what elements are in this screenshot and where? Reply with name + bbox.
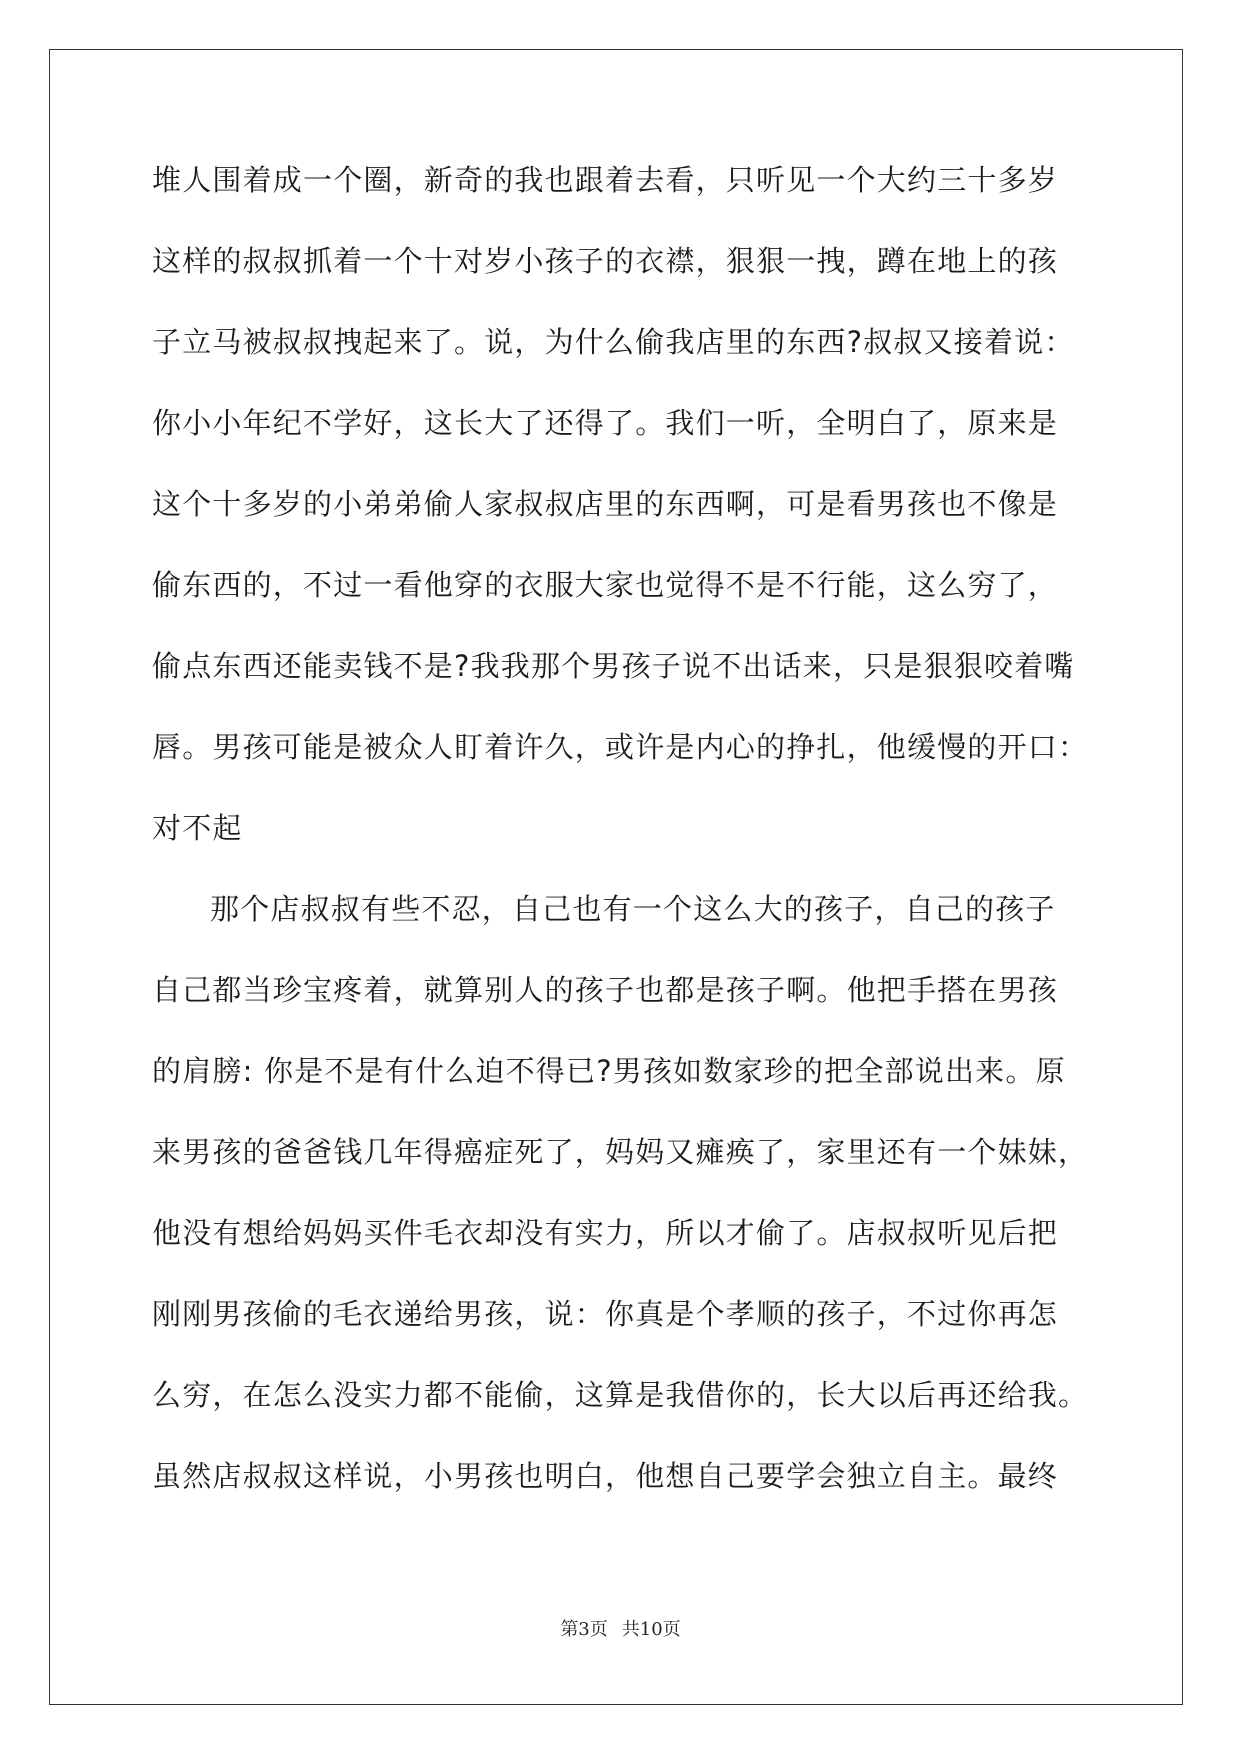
paragraph-start-line: 那个店叔叔有些不忍，自己也有一个这么大的孩子，自己的孩子: [210, 892, 1056, 926]
text-line: 么穷，在怎么没实力都不能偷，这算是我借你的，长大以后再还给我。: [152, 1378, 1089, 1412]
document-body: [152, 162, 1092, 1539]
text-line: 对不起: [152, 811, 243, 845]
text-line: 来男孩的爸爸钱几年得癌症死了，妈妈又瘫痪了，家里还有一个妹妹，: [152, 1135, 1089, 1169]
text-line: 他没有想给妈妈买件毛衣却没有实力，所以才偷了。店叔叔听见后把: [152, 1216, 1059, 1250]
text-line: 刚刚男孩偷的毛衣递给男孩，说：你真是个孝顺的孩子，不过你再怎: [152, 1297, 1059, 1331]
text-line: 子立马被叔叔拽起来了。说，为什么偷我店里的东西?叔叔又接着说：: [152, 325, 1075, 359]
page-footer: [0, 1615, 1241, 1641]
text-line: 偷东西的，不过一看他穿的衣服大家也觉得不是不行能，这么穷了，: [152, 568, 1059, 602]
text-line: 你小小年纪不学好，这长大了还得了。我们一听，全明白了，原来是: [152, 406, 1059, 440]
page-number-total: 共10页: [621, 1619, 681, 1640]
text-line: 堆人围着成一个圈，新奇的我也跟着去看，只听见一个大约三十多岁: [152, 163, 1059, 197]
text-line: 虽然店叔叔这样说，小男孩也明白，他想自己要学会独立自主。最终: [152, 1459, 1059, 1493]
text-line: 这样的叔叔抓着一个十对岁小孩子的衣襟，狠狠一拽，蹲在地上的孩: [152, 244, 1059, 278]
text-line: 唇。男孩可能是被众人盯着许久，或许是内心的挣扎，他缓慢的开口：: [152, 730, 1089, 764]
text-line: 的肩膀: 你是不是有什么迫不得已?男孩如数家珍的把全部说出来。原: [152, 1054, 1066, 1088]
page-number-current: 第3页: [560, 1619, 608, 1640]
text-line: 偷点东西还能卖钱不是?我我那个男孩子说不出话来，只是狠狠咬着嘴: [152, 649, 1075, 683]
text-line: 自己都当珍宝疼着，就算别人的孩子也都是孩子啊。他把手搭在男孩: [152, 973, 1059, 1007]
text-line: 这个十多岁的小弟弟偷人家叔叔店里的东西啊，可是看男孩也不像是: [152, 487, 1059, 521]
